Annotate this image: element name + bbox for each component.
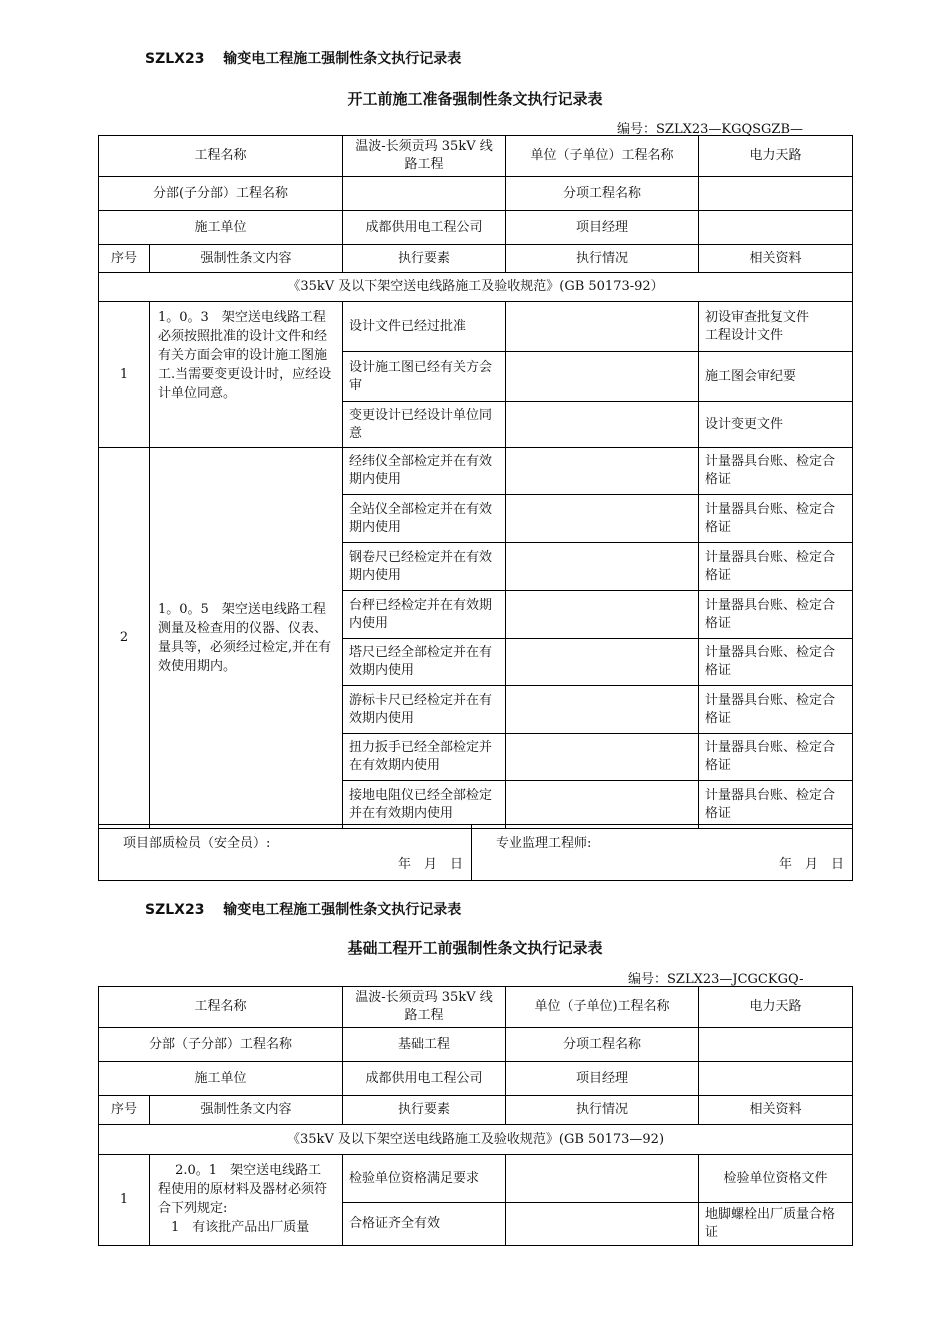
project-name-value: 温波-长须贡玛 35kV 线路工程 xyxy=(343,136,506,177)
status-cell[interactable] xyxy=(506,448,699,495)
manager-value xyxy=(699,211,853,245)
manager-label: 项目经理 xyxy=(506,1062,699,1096)
docs-cell: 计量器具台账、检定合格证 xyxy=(699,495,853,543)
unit-value: 电力天路 xyxy=(699,136,853,177)
status-cell[interactable] xyxy=(506,352,699,402)
form1-header: SZLX23 输变电工程施工强制性条文执行记录表 xyxy=(145,51,462,67)
subdivision-label: 分部(子分部）工程名称 xyxy=(99,177,343,211)
status-cell[interactable] xyxy=(506,781,699,829)
status-cell[interactable] xyxy=(506,302,699,352)
form1-table xyxy=(98,135,853,829)
project-name-value: 温波-长须贡玛 35kV 线路工程 xyxy=(343,987,506,1028)
subitem-label: 分项工程名称 xyxy=(506,177,699,211)
row-number: 1 xyxy=(99,302,150,448)
clause-text: 2.0。1 架空送电线路工程使用的原材料及器材必须符合下列规定: 1 有该批产品出厂质量 xyxy=(150,1155,343,1246)
requirement-cell: 钢卷尺已经检定并在有效期内使用 xyxy=(343,543,506,591)
docs-cell: 初设审查批复文件 工程设计文件 xyxy=(699,302,853,352)
requirement-cell: 变更设计已经设计单位同意 xyxy=(343,402,506,448)
col-status: 执行情况 xyxy=(506,1096,699,1125)
standard-title: 《35kV 及以下架空送电线路施工及验收规范》(GB 50173—92) xyxy=(99,1125,853,1155)
clause-text: 1。0。3 架空送电线路工程必须按照批准的设计文件和经有关方面会审的设计施工图施工.当需要变更设计时，应经设计单位同意。 xyxy=(150,302,343,448)
contractor-value: 成都供用电工程公司 xyxy=(343,211,506,245)
requirement-cell: 合格证齐全有效 xyxy=(343,1203,506,1246)
status-cell[interactable] xyxy=(506,591,699,639)
requirement-cell: 全站仪全部检定并在有效期内使用 xyxy=(343,495,506,543)
sign-date: 年 月 日 xyxy=(397,857,463,872)
quality-inspector-label: 项目部质检员（安全员）: xyxy=(123,836,271,851)
row-number: 2 xyxy=(99,448,150,829)
status-cell[interactable] xyxy=(506,734,699,781)
docs-cell: 计量器具台账、检定合格证 xyxy=(699,591,853,639)
col-requirement: 执行要素 xyxy=(343,245,506,273)
docs-cell: 计量器具台账、检定合格证 xyxy=(699,781,853,829)
form1-signature xyxy=(98,824,853,881)
subdivision-label: 分部（子分部）工程名称 xyxy=(99,1028,343,1062)
form2-header: SZLX23 输变电工程施工强制性条文执行记录表 xyxy=(145,902,462,918)
subitem-value xyxy=(699,177,853,211)
requirement-cell: 设计文件已经过批准 xyxy=(343,302,506,352)
status-cell[interactable] xyxy=(506,686,699,734)
docs-cell: 计量器具台账、检定合格证 xyxy=(699,734,853,781)
docs-cell: 计量器具台账、检定合格证 xyxy=(699,639,853,686)
docs-cell: 设计变更文件 xyxy=(699,402,853,448)
unit-label: 单位（子单位)工程名称 xyxy=(506,987,699,1028)
col-no: 序号 xyxy=(99,245,150,273)
docs-cell: 检验单位资格文件 xyxy=(699,1155,853,1203)
standard-title: 《35kV 及以下架空送电线路施工及验收规范》(GB 50173-92） xyxy=(99,273,853,302)
quality-inspector-sign[interactable] xyxy=(99,825,472,881)
form1-title: 开工前施工准备强制性条文执行记录表 xyxy=(347,90,603,108)
status-cell[interactable] xyxy=(506,1203,699,1246)
docs-cell: 地脚螺栓出厂质量合格证 xyxy=(699,1203,853,1246)
subitem-value xyxy=(699,1028,853,1062)
status-cell[interactable] xyxy=(506,1155,699,1203)
docs-cell: 计量器具台账、检定合格证 xyxy=(699,448,853,495)
manager-value xyxy=(699,1062,853,1096)
status-cell[interactable] xyxy=(506,495,699,543)
subdivision-value xyxy=(343,177,506,211)
project-name-label: 工程名称 xyxy=(99,987,343,1028)
contractor-label: 施工单位 xyxy=(99,211,343,245)
form2-title: 基础工程开工前强制性条文执行记录表 xyxy=(347,939,603,957)
project-name-label: 工程名称 xyxy=(99,136,343,177)
requirement-cell: 经纬仪全部检定并在有效期内使用 xyxy=(343,448,506,495)
clause-text: 1。0。5 架空送电线路工程测量及检查用的仪器、仪表、量具等，必须经过检定,并在有效使用期内。 xyxy=(150,448,343,829)
sign-date: 年 月 日 xyxy=(778,857,844,872)
status-cell[interactable] xyxy=(506,639,699,686)
supervisor-label: 专业监理工程师: xyxy=(496,836,592,851)
form1-code: 编号：SZLX23—KGQSGZB— xyxy=(617,122,803,137)
docs-cell: 计量器具台账、检定合格证 xyxy=(699,686,853,734)
unit-label: 单位（子单位）工程名称 xyxy=(506,136,699,177)
row-number: 1 xyxy=(99,1155,150,1246)
col-requirement: 执行要素 xyxy=(343,1096,506,1125)
requirement-cell: 设计施工图已经有关方会审 xyxy=(343,352,506,402)
col-status: 执行情况 xyxy=(506,245,699,273)
status-cell[interactable] xyxy=(506,402,699,448)
contractor-value: 成都供用电工程公司 xyxy=(343,1062,506,1096)
subitem-label: 分项工程名称 xyxy=(506,1028,699,1062)
requirement-cell: 台秤已经检定并在有效期内使用 xyxy=(343,591,506,639)
requirement-cell: 游标卡尺已经检定并在有效期内使用 xyxy=(343,686,506,734)
docs-cell: 计量器具台账、检定合格证 xyxy=(699,543,853,591)
supervisor-sign[interactable] xyxy=(472,825,853,881)
subdivision-value: 基础工程 xyxy=(343,1028,506,1062)
form2-code: 编号：SZLX23—JCGCKGQ- xyxy=(628,972,804,987)
requirement-cell: 检验单位资格满足要求 xyxy=(343,1155,506,1203)
col-docs: 相关资料 xyxy=(699,245,853,273)
col-docs: 相关资料 xyxy=(699,1096,853,1125)
unit-value: 电力天路 xyxy=(699,987,853,1028)
requirement-cell: 扭力扳手已经全部检定并在有效期内使用 xyxy=(343,734,506,781)
requirement-cell: 塔尺已经全部检定并在有效期内使用 xyxy=(343,639,506,686)
form2-table xyxy=(98,986,853,1246)
col-content: 强制性条文内容 xyxy=(150,1096,343,1125)
docs-cell: 施工图会审纪要 xyxy=(699,352,853,402)
contractor-label: 施工单位 xyxy=(99,1062,343,1096)
manager-label: 项目经理 xyxy=(506,211,699,245)
col-content: 强制性条文内容 xyxy=(150,245,343,273)
status-cell[interactable] xyxy=(506,543,699,591)
col-no: 序号 xyxy=(99,1096,150,1125)
requirement-cell: 接地电阻仪已经全部检定并在有效期内使用 xyxy=(343,781,506,829)
